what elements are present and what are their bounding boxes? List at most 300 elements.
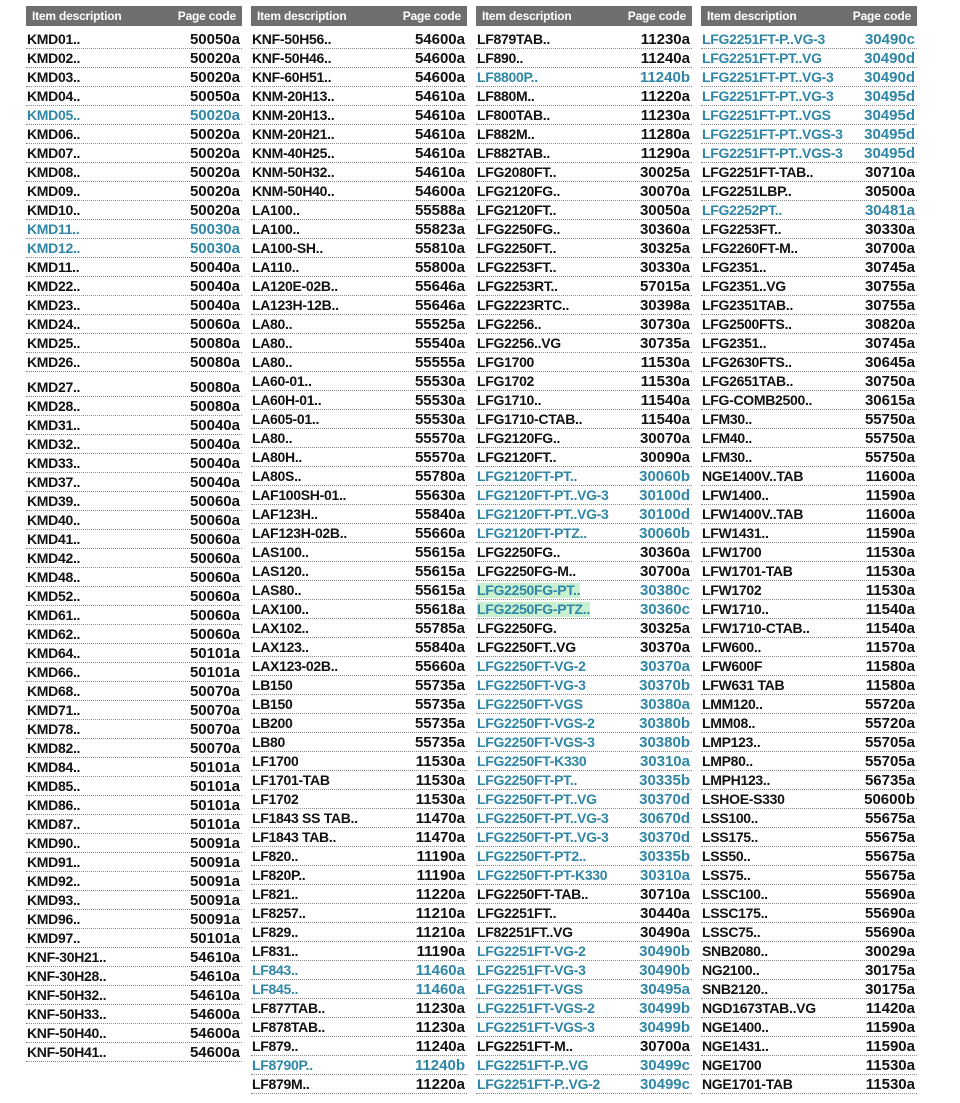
page-code: 54610a — [414, 145, 465, 162]
table-row[interactable] — [476, 1018, 692, 1037]
page-code: 30380a — [639, 696, 690, 713]
table-row — [26, 891, 242, 910]
table-row[interactable] — [476, 676, 692, 695]
item-description: LFG2251FT-PT..VG-3 — [702, 89, 834, 104]
page-code: 30310a — [639, 753, 690, 770]
item-description: LFG2250FT..VG — [477, 640, 576, 655]
table-row — [251, 182, 467, 201]
table-row — [251, 752, 467, 771]
page-code: 50091a — [189, 892, 240, 909]
item-description: LA80H.. — [252, 450, 303, 465]
table-row — [701, 277, 917, 296]
table-row — [251, 562, 467, 581]
table-row[interactable] — [476, 68, 692, 87]
item-description: LA605-01.. — [252, 412, 320, 427]
table-row[interactable] — [476, 1075, 692, 1094]
item-description: KMD25.. — [27, 336, 81, 351]
table-row — [476, 277, 692, 296]
page-code: 30490a — [639, 924, 690, 941]
table-row — [251, 638, 467, 657]
table-row — [476, 334, 692, 353]
item-description: LFM30.. — [702, 412, 753, 427]
table-row — [26, 682, 242, 701]
page-code: 30025a — [639, 164, 690, 181]
table-row[interactable] — [701, 201, 917, 220]
page-code: 30370a — [639, 639, 690, 656]
item-description: LSSC75.. — [702, 925, 761, 940]
item-description: LB200 — [252, 716, 293, 731]
table-row[interactable] — [476, 505, 692, 524]
item-description: NGE1701-TAB — [702, 1077, 793, 1092]
item-description: LA100.. — [252, 203, 300, 218]
page-code: 55840a — [414, 506, 465, 523]
item-description: NGE1700 — [702, 1058, 762, 1073]
page-code: 54600a — [414, 50, 465, 67]
item-description: LFG1710.. — [477, 393, 542, 408]
table-row — [251, 30, 467, 49]
item-description: LFG2252PT.. — [702, 203, 782, 218]
page-code: 30360a — [639, 221, 690, 238]
table-row[interactable] — [701, 106, 917, 125]
table-row — [476, 49, 692, 68]
page-code: 30310a — [639, 867, 690, 884]
table-row — [251, 904, 467, 923]
page-code: 55823a — [414, 221, 465, 238]
table-row — [701, 543, 917, 562]
item-description: LFW1700 — [702, 545, 762, 560]
page-code: 11470a — [415, 829, 465, 846]
page-code: 55588a — [414, 202, 465, 219]
item-description: KMD31.. — [27, 418, 81, 433]
item-description: LFG2260FT-M.. — [702, 241, 798, 256]
item-description: KMD96.. — [27, 912, 81, 927]
table-row — [476, 619, 692, 638]
item-description: KMD71.. — [27, 703, 81, 718]
table-row[interactable] — [476, 752, 692, 771]
page-code: 30370a — [639, 658, 690, 675]
index-column-2 — [251, 6, 467, 1094]
table-row[interactable] — [476, 828, 692, 847]
table-row[interactable] — [476, 999, 692, 1018]
item-description: LMM08.. — [702, 716, 756, 731]
item-description: LSHOE-S330 — [702, 792, 785, 807]
page-code: 50020a — [189, 107, 240, 124]
table-row[interactable] — [476, 657, 692, 676]
table-row — [251, 1018, 467, 1037]
page-code: 50060a — [189, 531, 240, 548]
page-code: 50040a — [189, 474, 240, 491]
page-code: 11420a — [865, 1000, 915, 1017]
table-row[interactable] — [476, 524, 692, 543]
page-code: 11220a — [415, 886, 465, 903]
table-row — [251, 372, 467, 391]
table-row — [251, 467, 467, 486]
page-code: 30370d — [639, 829, 690, 846]
item-description: LSS75.. — [702, 868, 751, 883]
page-code: 30700a — [864, 240, 915, 257]
item-description: KMD07.. — [27, 146, 81, 161]
table-row[interactable] — [476, 942, 692, 961]
table-row — [251, 600, 467, 619]
page-code: 50091a — [189, 873, 240, 890]
table-row — [701, 885, 917, 904]
page-code: 30495d — [864, 126, 915, 143]
table-row — [476, 87, 692, 106]
table-row[interactable] — [251, 980, 467, 999]
page-code: 50020a — [189, 69, 240, 86]
table-row[interactable] — [26, 220, 242, 239]
table-row[interactable] — [251, 1056, 467, 1075]
item-description: LMP123.. — [702, 735, 761, 750]
page-code: 30735a — [639, 335, 690, 352]
table-row[interactable] — [476, 980, 692, 999]
table-row — [476, 201, 692, 220]
table-row[interactable] — [26, 106, 242, 125]
table-row — [251, 657, 467, 676]
page-code: 30380b — [639, 734, 690, 751]
table-row — [251, 163, 467, 182]
item-description: LF882M.. — [477, 127, 535, 142]
table-row — [701, 942, 917, 961]
item-description: NGD1673TAB..VG — [702, 1001, 816, 1016]
table-row — [701, 714, 917, 733]
item-description: LFG2120FT-PT..VG-3 — [477, 488, 609, 503]
table-row — [251, 220, 467, 239]
table-row[interactable] — [701, 49, 917, 68]
page-code: 55555a — [414, 354, 465, 371]
item-description: LFG2251FT-PT..VGS — [702, 108, 831, 123]
item-description: LF880M.. — [477, 89, 535, 104]
table-row[interactable] — [476, 581, 692, 600]
table-row — [476, 182, 692, 201]
table-row — [26, 87, 242, 106]
item-description: KNM-50H40.. — [252, 184, 335, 199]
table-row — [251, 505, 467, 524]
page-code: 55690a — [864, 924, 915, 941]
page-code: 30398a — [639, 297, 690, 314]
table-row[interactable] — [476, 714, 692, 733]
table-row[interactable] — [476, 733, 692, 752]
item-description: LFG2251FT-P..VG-3 — [702, 32, 826, 47]
table-row — [26, 454, 242, 473]
item-description: LA60H-01.. — [252, 393, 322, 408]
item-description: LF820.. — [252, 849, 299, 864]
page-code: 11280a — [640, 126, 690, 143]
item-description: LAF123H-02B.. — [252, 526, 347, 541]
page-code: 50070a — [189, 683, 240, 700]
column-header — [476, 6, 692, 26]
item-description: LFG2120FT-PT..VG-3 — [477, 507, 609, 522]
item-description: KMD05.. — [27, 108, 81, 123]
page-code: 55675a — [864, 829, 915, 846]
item-description: LA100.. — [252, 222, 300, 237]
item-description: LMP80.. — [702, 754, 753, 769]
page-code: 50101a — [189, 797, 240, 814]
item-description: LF800TAB.. — [477, 108, 550, 123]
page-code: 50101a — [189, 778, 240, 795]
page-code: 55705a — [864, 734, 915, 751]
table-row[interactable] — [476, 790, 692, 809]
table-row — [701, 771, 917, 790]
page-code: 30645a — [864, 354, 915, 371]
table-row — [26, 530, 242, 549]
page-code: 30050a — [639, 202, 690, 219]
page-code: 30490b — [639, 943, 690, 960]
item-description: LAS80.. — [252, 583, 302, 598]
page-code: 55735a — [414, 677, 465, 694]
table-row — [701, 182, 917, 201]
table-row[interactable] — [476, 695, 692, 714]
page-code: 11470a — [415, 810, 465, 827]
page-code: 30070a — [639, 183, 690, 200]
page-code: 55660a — [414, 658, 465, 675]
item-description: LF831.. — [252, 944, 299, 959]
table-row[interactable] — [701, 68, 917, 87]
table-row — [701, 733, 917, 752]
item-description: LFG2250FG-M.. — [477, 564, 576, 579]
table-row[interactable] — [476, 771, 692, 790]
item-description: LFW1431.. — [702, 526, 769, 541]
page-code: 30745a — [864, 335, 915, 352]
table-row[interactable] — [701, 87, 917, 106]
page-code: 55525a — [414, 316, 465, 333]
item-description: LFG2253FT.. — [477, 260, 557, 275]
page-code: 54600a — [414, 183, 465, 200]
page-code: 11530a — [415, 791, 465, 808]
page-code: 50040a — [189, 278, 240, 295]
page-code: 50070a — [189, 702, 240, 719]
table-row — [26, 315, 242, 334]
page-code: 30175a — [864, 962, 915, 979]
page-code: 55800a — [414, 259, 465, 276]
table-row[interactable] — [26, 239, 242, 258]
page-code: 54600a — [414, 31, 465, 48]
page-code: 11230a — [640, 31, 690, 48]
table-row — [251, 277, 467, 296]
table-row — [476, 125, 692, 144]
page-code: 11540a — [640, 411, 690, 428]
table-row[interactable] — [476, 600, 692, 619]
page-code: 30700a — [639, 1038, 690, 1055]
item-description: LSS100.. — [702, 811, 758, 826]
table-row — [26, 353, 242, 372]
table-row — [701, 315, 917, 334]
item-description: LF843.. — [252, 963, 299, 978]
item-description: LFW1710.. — [702, 602, 769, 617]
item-description: LFG2250FT.. — [477, 241, 557, 256]
table-row — [701, 581, 917, 600]
page-code: 11530a — [865, 544, 915, 561]
table-row — [251, 790, 467, 809]
item-description: LA80.. — [252, 336, 293, 351]
table-row — [476, 923, 692, 942]
page-code: 11530a — [865, 582, 915, 599]
table-row[interactable] — [476, 486, 692, 505]
item-description: KMD24.. — [27, 317, 81, 332]
item-description: LFG2351.. — [702, 260, 767, 275]
item-description: LFG1700 — [477, 355, 535, 370]
header-page-code: Page code — [627, 9, 686, 23]
page-code: 30499c — [639, 1057, 690, 1074]
item-description: LFG2120FT-PT.. — [477, 469, 578, 484]
item-description: LFG2256.. — [477, 317, 542, 332]
item-description: LF829.. — [252, 925, 299, 940]
page-code: 30730a — [639, 316, 690, 333]
table-row — [26, 1005, 242, 1024]
item-description: KMD92.. — [27, 874, 81, 889]
table-row[interactable] — [701, 144, 917, 163]
header-page-code: Page code — [177, 9, 236, 23]
table-row — [701, 220, 917, 239]
table-row — [251, 125, 467, 144]
item-description: LA120E-02B.. — [252, 279, 338, 294]
page-code: 55540a — [414, 335, 465, 352]
item-description: LF821.. — [252, 887, 299, 902]
column-header — [26, 6, 242, 26]
item-description: LF879M.. — [252, 1077, 310, 1092]
item-description: LF8790P.. — [252, 1058, 313, 1073]
item-description: KNF-50H46.. — [252, 51, 332, 66]
item-description: LF882TAB.. — [477, 146, 550, 161]
item-description: KNF-50H40.. — [27, 1026, 107, 1041]
item-description: LFG2250FG.. — [477, 222, 561, 237]
page-code: 30330a — [639, 259, 690, 276]
page-code: 55646a — [414, 278, 465, 295]
page-code: 11590a — [865, 487, 915, 504]
item-description: KMD93.. — [27, 893, 81, 908]
page-code: 11530a — [865, 563, 915, 580]
table-row — [476, 296, 692, 315]
page-code: 50101a — [189, 816, 240, 833]
item-description: LAS100.. — [252, 545, 309, 560]
item-description: KMD84.. — [27, 760, 81, 775]
page-code: 30325a — [639, 240, 690, 257]
table-row — [476, 391, 692, 410]
table-row — [251, 87, 467, 106]
item-description: LFG2250FG. — [477, 621, 557, 636]
item-description: LF879TAB.. — [477, 32, 550, 47]
table-row — [476, 163, 692, 182]
page-code: 55675a — [864, 810, 915, 827]
table-row — [26, 258, 242, 277]
page-code: 50080a — [189, 354, 240, 371]
page-code: 30335b — [639, 772, 690, 789]
page-code: 30360c — [639, 601, 690, 618]
table-row[interactable] — [476, 961, 692, 980]
page-code: 11230a — [640, 107, 690, 124]
page-code: 55735a — [414, 696, 465, 713]
table-row — [26, 68, 242, 87]
page-code: 11530a — [865, 1057, 915, 1074]
table-row[interactable] — [476, 1056, 692, 1075]
item-description: KMD37.. — [27, 475, 81, 490]
table-row — [476, 410, 692, 429]
item-description: LAX102.. — [252, 621, 309, 636]
item-description: KMD68.. — [27, 684, 81, 699]
item-description: LFG2251FT.. — [477, 906, 557, 921]
page-code: 11220a — [415, 1076, 465, 1093]
table-row — [26, 720, 242, 739]
page-code: 30755a — [864, 278, 915, 295]
page-code: 55780a — [414, 468, 465, 485]
table-row — [701, 847, 917, 866]
table-row — [26, 334, 242, 353]
item-description: NGE1431.. — [702, 1039, 769, 1054]
page-code: 54600a — [189, 1025, 240, 1042]
table-row[interactable] — [251, 961, 467, 980]
table-row[interactable] — [476, 866, 692, 885]
page-code: 30755a — [864, 297, 915, 314]
page-code: 54610a — [189, 968, 240, 985]
item-description: SNB2120.. — [702, 982, 768, 997]
item-description: KNF-50H56.. — [252, 32, 332, 47]
item-description: LSSC175.. — [702, 906, 768, 921]
item-description: KNM-20H13.. — [252, 108, 335, 123]
table-row — [26, 663, 242, 682]
item-description: LFG-COMB2500.. — [702, 393, 813, 408]
item-description: LFG2351..VG — [702, 279, 786, 294]
table-row — [251, 391, 467, 410]
table-row[interactable] — [701, 30, 917, 49]
item-description: LA60-01.. — [252, 374, 312, 389]
page-code: 50060a — [189, 550, 240, 567]
page-code: 11190a — [416, 848, 465, 865]
item-description: KNF-50H41.. — [27, 1045, 107, 1060]
item-description: KMD10.. — [27, 203, 81, 218]
item-description: KMD86.. — [27, 798, 81, 813]
table-row[interactable] — [476, 467, 692, 486]
header-item-description: Item description — [32, 9, 122, 23]
table-row — [701, 828, 917, 847]
item-description: LB150 — [252, 678, 293, 693]
item-description: KNF-60H51.. — [252, 70, 332, 85]
table-row[interactable] — [476, 847, 692, 866]
item-description: LFW1400.. — [702, 488, 769, 503]
item-description: KNM-40H25.. — [252, 146, 335, 161]
item-description: LFG2250FT-TAB.. — [477, 887, 589, 902]
page-code: 11590a — [865, 1038, 915, 1055]
table-row — [701, 809, 917, 828]
table-row — [251, 828, 467, 847]
item-description: LA80.. — [252, 355, 293, 370]
page-code: 56735a — [864, 772, 915, 789]
table-row — [701, 258, 917, 277]
page-code: 11190a — [416, 943, 465, 960]
page-code: 50030a — [189, 240, 240, 257]
table-row — [701, 999, 917, 1018]
table-row — [701, 600, 917, 619]
item-description: KMD22.. — [27, 279, 81, 294]
table-row[interactable] — [701, 125, 917, 144]
item-description: LFG2250FG-PT.. — [477, 583, 581, 598]
page-code: 50050a — [189, 31, 240, 48]
item-description: KNM-20H21.. — [252, 127, 335, 142]
page-code: 54600a — [414, 69, 465, 86]
item-description: LFG2250FT-VGS-3 — [477, 735, 595, 750]
table-row — [26, 967, 242, 986]
page-code: 30700a — [639, 563, 690, 580]
page-code: 11580a — [865, 677, 915, 694]
item-description: LFG2120FT.. — [477, 450, 557, 465]
table-row[interactable] — [476, 809, 692, 828]
table-row — [26, 511, 242, 530]
page-code: 50020a — [189, 202, 240, 219]
table-row — [26, 1024, 242, 1043]
item-description: LF1843 TAB.. — [252, 830, 337, 845]
table-row — [26, 853, 242, 872]
item-description: LFW1701-TAB — [702, 564, 793, 579]
item-description: LF878TAB.. — [252, 1020, 325, 1035]
